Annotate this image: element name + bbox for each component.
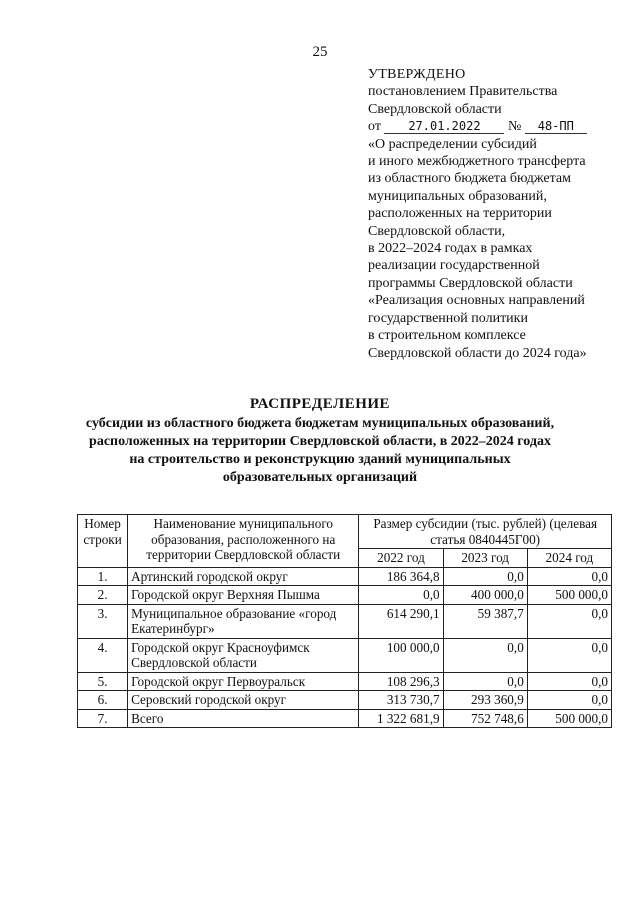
resolution-line: и иного межбюджетного трансферта [368, 154, 586, 170]
resolution-line: в 2022–2024 годах в рамках [368, 241, 533, 257]
total-2023: 752 748,6 [443, 709, 527, 728]
amount-2023: 293 360,9 [443, 691, 527, 710]
resolution-line: Свердловской области, [368, 223, 506, 239]
row-number: 7. [78, 709, 128, 728]
number-prefix: № [507, 119, 522, 135]
municipality-name: Муниципальное образование «город Екатеринбург» [128, 604, 359, 638]
amount-2024: 0,0 [527, 604, 611, 638]
amount-2024: 0,0 [527, 567, 611, 586]
municipality-name: Артинский городской округ [128, 567, 359, 586]
row-number: 6. [78, 691, 128, 710]
table-row [78, 638, 612, 672]
amount-2024: 500 000,0 [527, 586, 611, 605]
header-row-number: Номер строки [78, 515, 128, 568]
amount-2022: 108 296,3 [359, 672, 443, 691]
resolution-line: «О распределении субсидий [368, 136, 537, 152]
resolution-line: программы Свердловской области [368, 275, 573, 291]
header-year-2023: 2023 год [443, 549, 527, 568]
amount-2022: 0,0 [359, 586, 443, 605]
total-label: Всего [128, 709, 359, 728]
row-number: 1. [78, 567, 128, 586]
approval-line-1: постановлением Правительства [368, 84, 558, 100]
resolution-line: в строительном комплексе [368, 328, 526, 344]
approval-heading: УТВЕРЖДЕНО [368, 67, 466, 82]
amount-2024: 0,0 [527, 691, 611, 710]
page-number: 25 [312, 44, 328, 60]
document-subtitle-line: на строительство и реконструкцию зданий муниципальных [129, 452, 511, 467]
approval-date-line [368, 118, 630, 135]
row-number: 2. [78, 586, 128, 605]
document-title: РАСПРЕДЕЛЕНИЕ [249, 396, 391, 412]
amount-2023: 0,0 [443, 638, 527, 672]
row-number: 3. [78, 604, 128, 638]
resolution-date: 27.01.2022 [384, 119, 504, 134]
approval-line-2: Свердловской области [368, 101, 502, 117]
row-number: 4. [78, 638, 128, 672]
header-subsidy-amount: Размер субсидии (тыс. рублей) (целевая статья 0840445Г00) [359, 515, 612, 549]
resolution-line: реализации государственной [368, 258, 540, 274]
distribution-table [77, 514, 612, 728]
table-row [78, 604, 612, 638]
table-row [78, 567, 612, 586]
header-municipality-name: Наименование муниципального образования, расположенного на территории Свердловской области [128, 515, 359, 568]
row-number: 5. [78, 672, 128, 691]
approval-block [368, 66, 630, 362]
date-prefix: от [368, 119, 381, 135]
amount-2023: 59 387,7 [443, 604, 527, 638]
header-year-2024: 2024 год [527, 549, 611, 568]
municipality-name: Городской округ Красноуфимск Свердловской области [128, 638, 359, 672]
resolution-line: «Реализация основных направлений [368, 293, 585, 309]
amount-2022: 313 730,7 [359, 691, 443, 710]
municipality-name: Серовский городской округ [128, 691, 359, 710]
document-subtitle-line: расположенных на территории Свердловской области, в 2022–2024 годах [89, 434, 551, 449]
table-row [78, 586, 612, 605]
resolution-line: государственной политики [368, 310, 528, 326]
municipality-name: Городской округ Первоуральск [128, 672, 359, 691]
table-total-row [78, 709, 612, 728]
amount-2023: 0,0 [443, 567, 527, 586]
amount-2024: 0,0 [527, 638, 611, 672]
resolution-line: расположенных на территории [368, 206, 552, 222]
resolution-line: из областного бюджета бюджетам [368, 171, 571, 187]
total-2024: 500 000,0 [527, 709, 611, 728]
amount-2022: 614 290,1 [359, 604, 443, 638]
resolution-line: Свердловской области до 2024 года» [368, 345, 587, 361]
document-subtitle-line: субсидии из областного бюджета бюджетам муниципальных образований, [85, 416, 555, 431]
table-row [78, 672, 612, 691]
amount-2023: 0,0 [443, 672, 527, 691]
municipality-name: Городской округ Верхняя Пышма [128, 586, 359, 605]
table-header-row [78, 515, 612, 549]
document-subtitle-line: образовательных организаций [222, 470, 418, 485]
amount-2022: 100 000,0 [359, 638, 443, 672]
document-title-block [40, 395, 600, 487]
header-year-2022: 2022 год [359, 549, 443, 568]
resolution-number: 48-ПП [525, 119, 587, 134]
table-row [78, 691, 612, 710]
total-2022: 1 322 681,9 [359, 709, 443, 728]
amount-2022: 186 364,8 [359, 567, 443, 586]
amount-2024: 0,0 [527, 672, 611, 691]
resolution-line: муниципальных образований, [368, 188, 547, 204]
amount-2023: 400 000,0 [443, 586, 527, 605]
